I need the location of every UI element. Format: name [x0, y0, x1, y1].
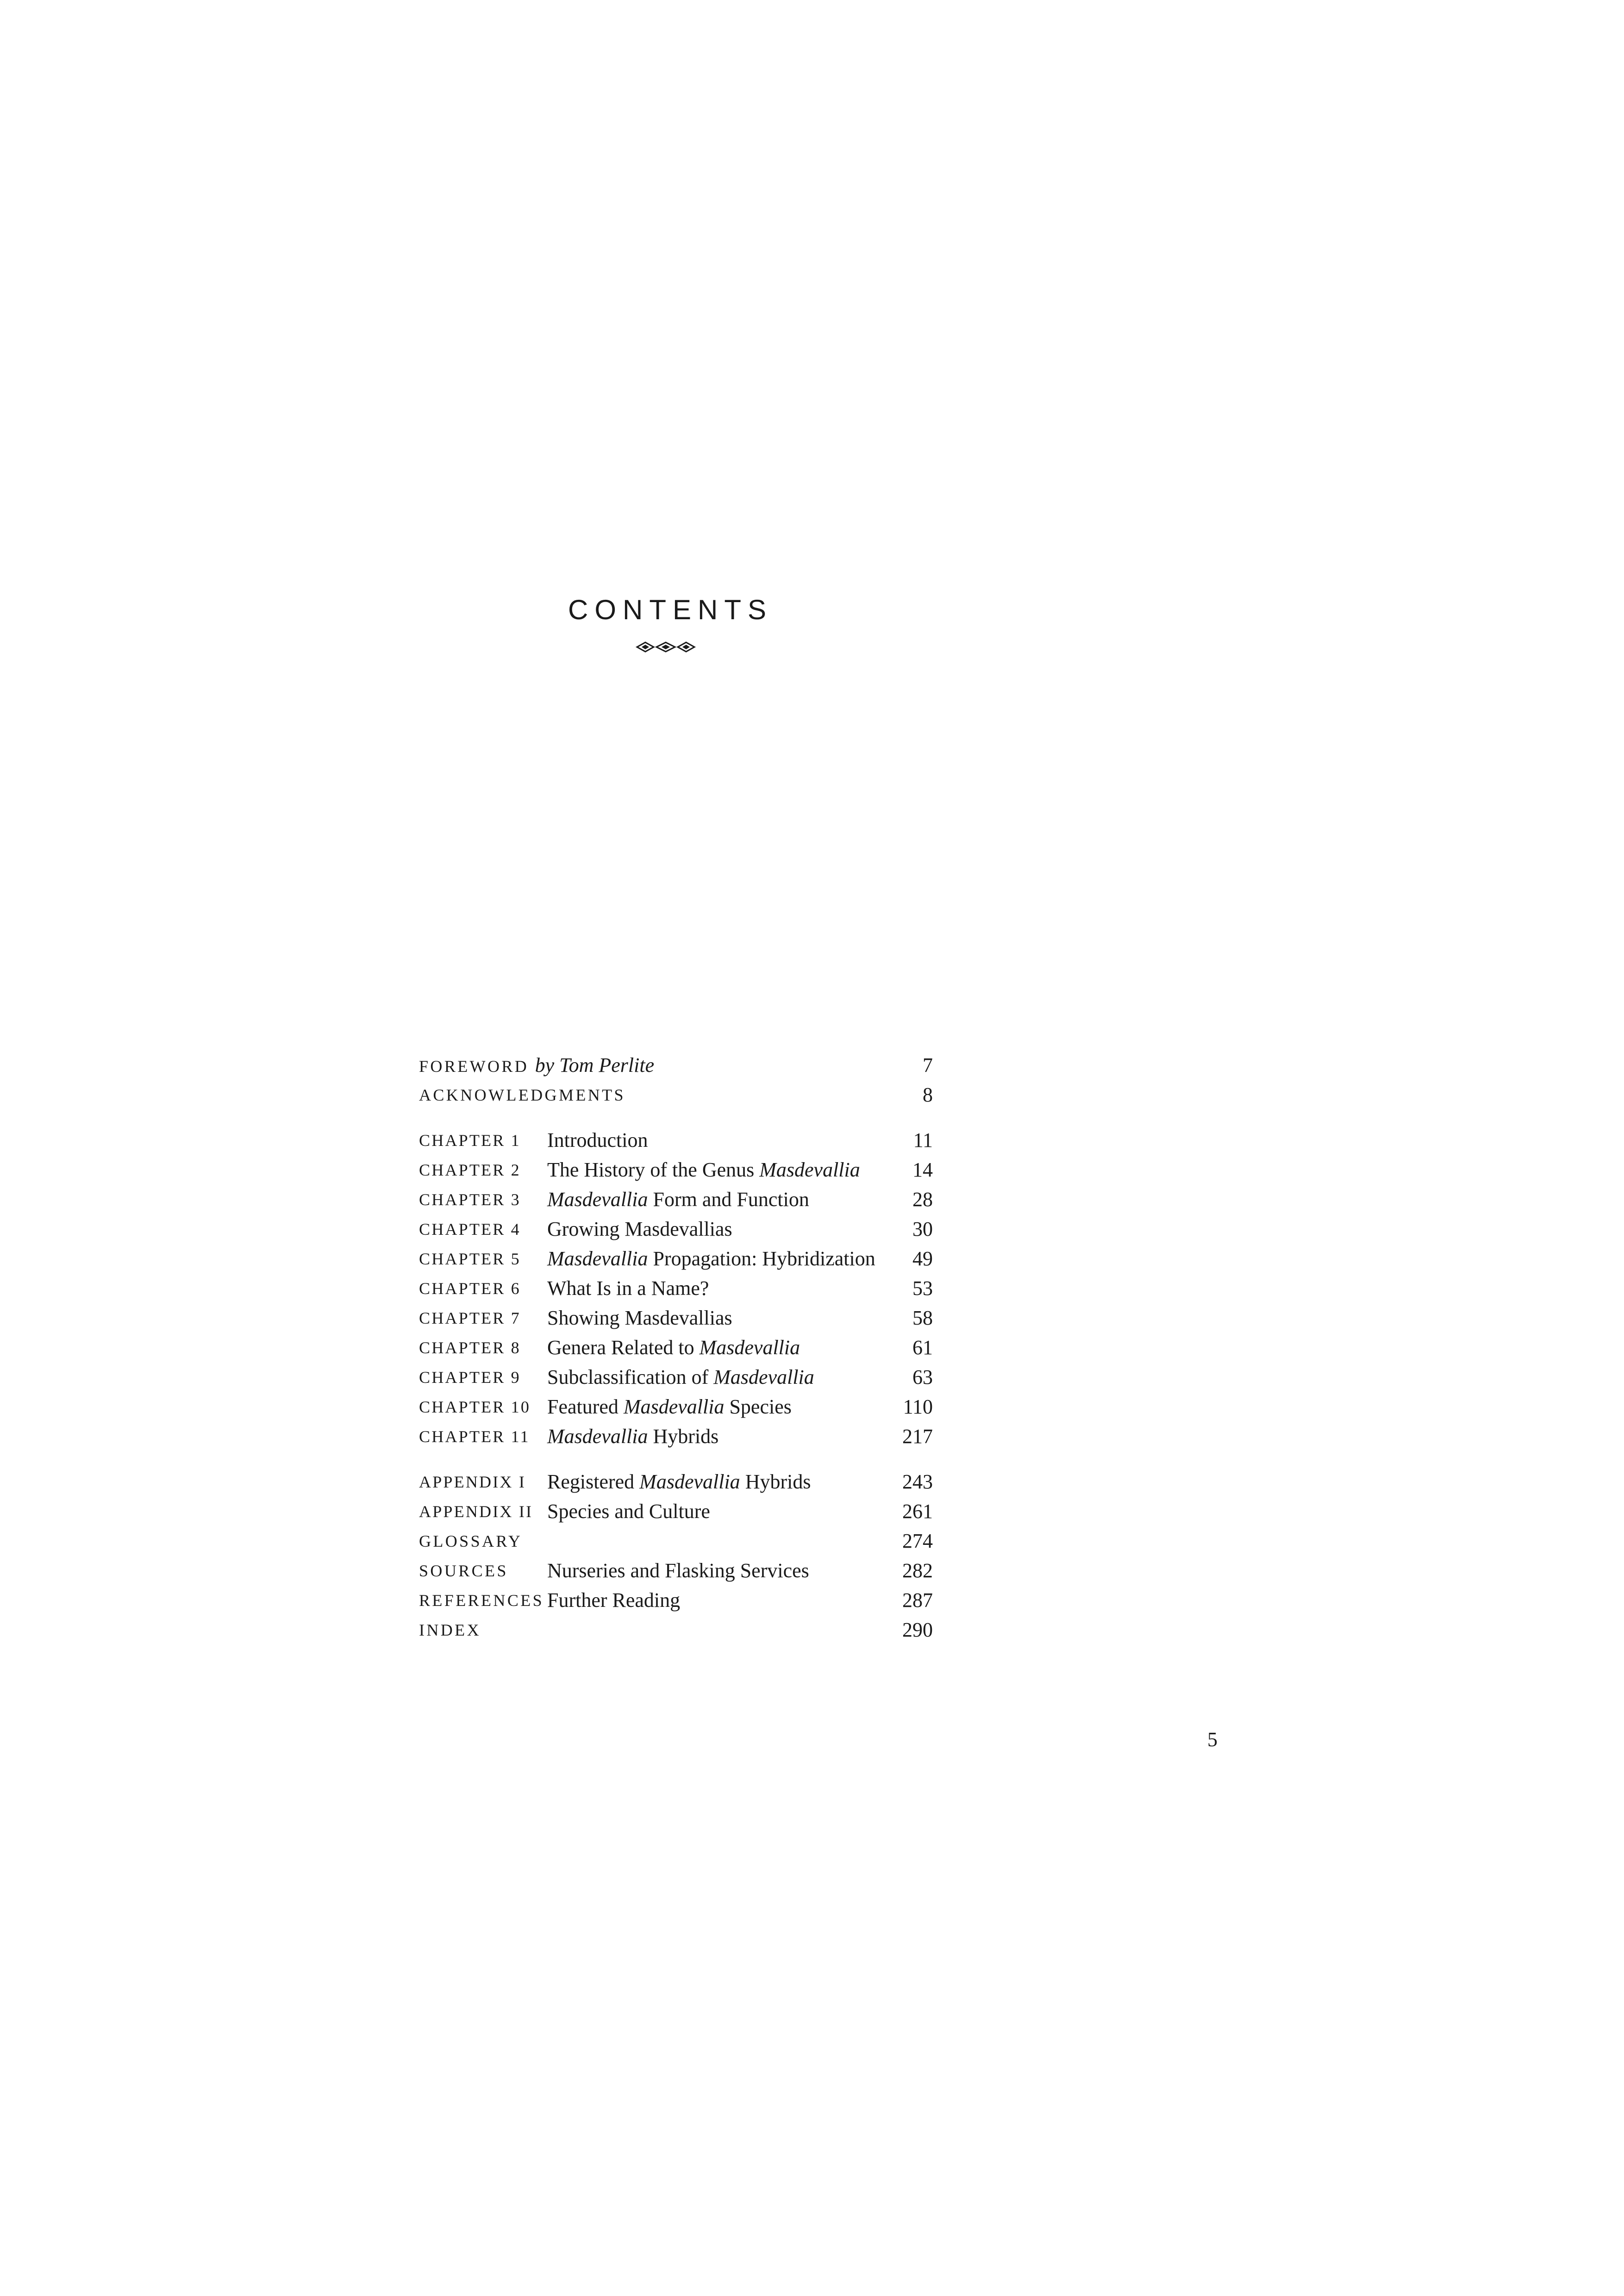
- toc-entry-title: [547, 1497, 710, 1526]
- toc-entry-label: CHAPTER 9: [419, 1368, 521, 1387]
- toc-entry-label: APPENDIX II: [419, 1502, 533, 1521]
- toc-title-text: Species: [724, 1395, 792, 1418]
- toc-entry-page: 110: [903, 1395, 933, 1418]
- toc-entry-page: 28: [912, 1188, 933, 1211]
- italic-genus-name: Masdevallia: [547, 1425, 648, 1448]
- toc-title-text: Genera Related to: [547, 1336, 700, 1359]
- italic-genus-name: Masdevallia: [639, 1470, 740, 1493]
- toc-entry-title: [547, 1185, 809, 1214]
- toc-title-text: Hybrids: [740, 1470, 811, 1493]
- toc-entry-label: SOURCES: [419, 1562, 508, 1580]
- toc-entry-label: CHAPTER 7: [419, 1309, 521, 1327]
- toc-entry-page: 58: [912, 1307, 933, 1329]
- toc-entry-page: 8: [923, 1083, 933, 1106]
- toc-entry-title: [547, 1303, 732, 1333]
- toc-entry-page: 49: [912, 1247, 933, 1270]
- toc-entry-title: [547, 1214, 732, 1244]
- toc-entry-page: 30: [912, 1218, 933, 1240]
- toc-title-text: Registered: [547, 1470, 640, 1493]
- toc-entry-foreword[interactable]: [419, 1051, 933, 1080]
- toc-entry-chapter-10[interactable]: [419, 1392, 933, 1422]
- foreword-author: by Tom Perlite: [535, 1054, 655, 1076]
- toc-entry-page: 53: [912, 1277, 933, 1300]
- toc-entry-page: 63: [912, 1366, 933, 1388]
- toc-entry-chapter-6[interactable]: [419, 1274, 933, 1303]
- toc-title-text: Growing Masdevallias: [547, 1218, 732, 1240]
- toc-entry-chapter-4[interactable]: [419, 1214, 933, 1244]
- toc-entry-title: [547, 1392, 792, 1422]
- toc-entry-title: [547, 1274, 709, 1303]
- toc-entry-chapter-5[interactable]: [419, 1244, 933, 1274]
- toc-entry-title: [547, 1126, 648, 1155]
- toc-entry-page: 261: [902, 1500, 933, 1523]
- toc-entry-page: 14: [912, 1158, 933, 1181]
- toc-entry-label: CHAPTER 1: [419, 1131, 521, 1150]
- toc-entry-label: CHAPTER 2: [419, 1161, 521, 1179]
- toc-title-text: Subclassification of: [547, 1366, 714, 1388]
- three-diamond-ornament-icon: [635, 641, 696, 653]
- toc-entry-title: [547, 1586, 680, 1615]
- toc-entry-label: CHAPTER 8: [419, 1338, 521, 1357]
- toc-entry-label: CHAPTER 3: [419, 1190, 521, 1209]
- toc-entry-back-4[interactable]: [419, 1556, 933, 1586]
- toc-entry-chapter-9[interactable]: [419, 1363, 933, 1392]
- toc-title-text: Hybrids: [648, 1425, 719, 1448]
- toc-entry-page: 11: [913, 1129, 933, 1151]
- toc-entry-page: 287: [902, 1589, 933, 1612]
- toc-entry-label: CHAPTER 10: [419, 1398, 531, 1416]
- italic-genus-name: Masdevallia: [759, 1158, 860, 1181]
- toc-title-text: Propagation: Hybridization: [648, 1247, 875, 1270]
- toc-entry-chapter-11[interactable]: [419, 1422, 933, 1451]
- italic-genus-name: Masdevallia: [713, 1366, 814, 1388]
- toc-entry-back-6[interactable]: [419, 1615, 933, 1645]
- toc-entry-label: CHAPTER 6: [419, 1279, 521, 1298]
- toc-entry-label: INDEX: [419, 1621, 481, 1639]
- table-of-contents: [419, 1051, 933, 1645]
- toc-entry-title: [547, 1333, 800, 1363]
- toc-entry-page: 274: [902, 1530, 933, 1552]
- italic-genus-name: Masdevallia: [623, 1395, 725, 1418]
- toc-entry-label: ACKNOWLEDGMENTS: [419, 1086, 625, 1104]
- toc-entry-title: [547, 1363, 814, 1392]
- toc-title-text: Nurseries and Flasking Services: [547, 1559, 809, 1582]
- page-number: 5: [1207, 1728, 1218, 1751]
- italic-genus-name: Masdevallia: [547, 1247, 648, 1270]
- toc-entry-title: [547, 1155, 860, 1185]
- page-title: CONTENTS: [568, 594, 773, 625]
- front-matter-group: [419, 1051, 933, 1110]
- toc-entry-label: REFERENCES: [419, 1591, 544, 1610]
- toc-title-text: Species and Culture: [547, 1500, 710, 1523]
- toc-entry-label: CHAPTER 4: [419, 1220, 521, 1238]
- toc-entry-title: [547, 1556, 809, 1586]
- italic-genus-name: Masdevallia: [699, 1336, 800, 1359]
- chapters-group: [419, 1126, 933, 1451]
- back-matter-group: [419, 1467, 933, 1645]
- toc-entry-chapter-3[interactable]: [419, 1185, 933, 1214]
- toc-entry-label: GLOSSARY: [419, 1532, 523, 1550]
- toc-entry-label: CHAPTER 11: [419, 1427, 530, 1446]
- toc-entry-label: APPENDIX I: [419, 1473, 526, 1491]
- toc-entry-chapter-2[interactable]: [419, 1155, 933, 1185]
- toc-entry-back-1[interactable]: [419, 1467, 933, 1497]
- toc-entry-page: 243: [902, 1470, 933, 1493]
- toc-title-text: Introduction: [547, 1129, 648, 1151]
- italic-genus-name: Masdevallia: [547, 1188, 648, 1211]
- toc-entry-title: [547, 1244, 875, 1274]
- toc-entry-page: 282: [902, 1559, 933, 1582]
- toc-entry-title: [547, 1422, 718, 1451]
- toc-entry-title: [547, 1467, 811, 1497]
- toc-title-text: The History of the Genus: [547, 1158, 760, 1181]
- toc-entry-back-3[interactable]: [419, 1526, 933, 1556]
- toc-entry-chapter-8[interactable]: [419, 1333, 933, 1363]
- toc-entry-back-2[interactable]: [419, 1497, 933, 1526]
- toc-entry-label: FOREWORD by Tom Perlite: [419, 1054, 655, 1076]
- toc-entry-page: 217: [902, 1425, 933, 1448]
- toc-entry-label: CHAPTER 5: [419, 1250, 521, 1268]
- toc-entry-page: 7: [923, 1054, 933, 1076]
- toc-entry-back-5[interactable]: [419, 1586, 933, 1615]
- toc-entry-chapter-1[interactable]: [419, 1126, 933, 1155]
- toc-title-text: What Is in a Name?: [547, 1277, 709, 1300]
- toc-entry-page: 290: [902, 1618, 933, 1641]
- toc-title-text: Form and Function: [648, 1188, 809, 1211]
- toc-title-text: Featured: [547, 1395, 624, 1418]
- toc-entry-chapter-7[interactable]: [419, 1303, 933, 1333]
- toc-entry-acknowledgments[interactable]: [419, 1080, 933, 1110]
- toc-title-text: Further Reading: [547, 1589, 681, 1612]
- toc-title-text: Showing Masdevallias: [547, 1307, 732, 1329]
- toc-entry-page: 61: [912, 1336, 933, 1359]
